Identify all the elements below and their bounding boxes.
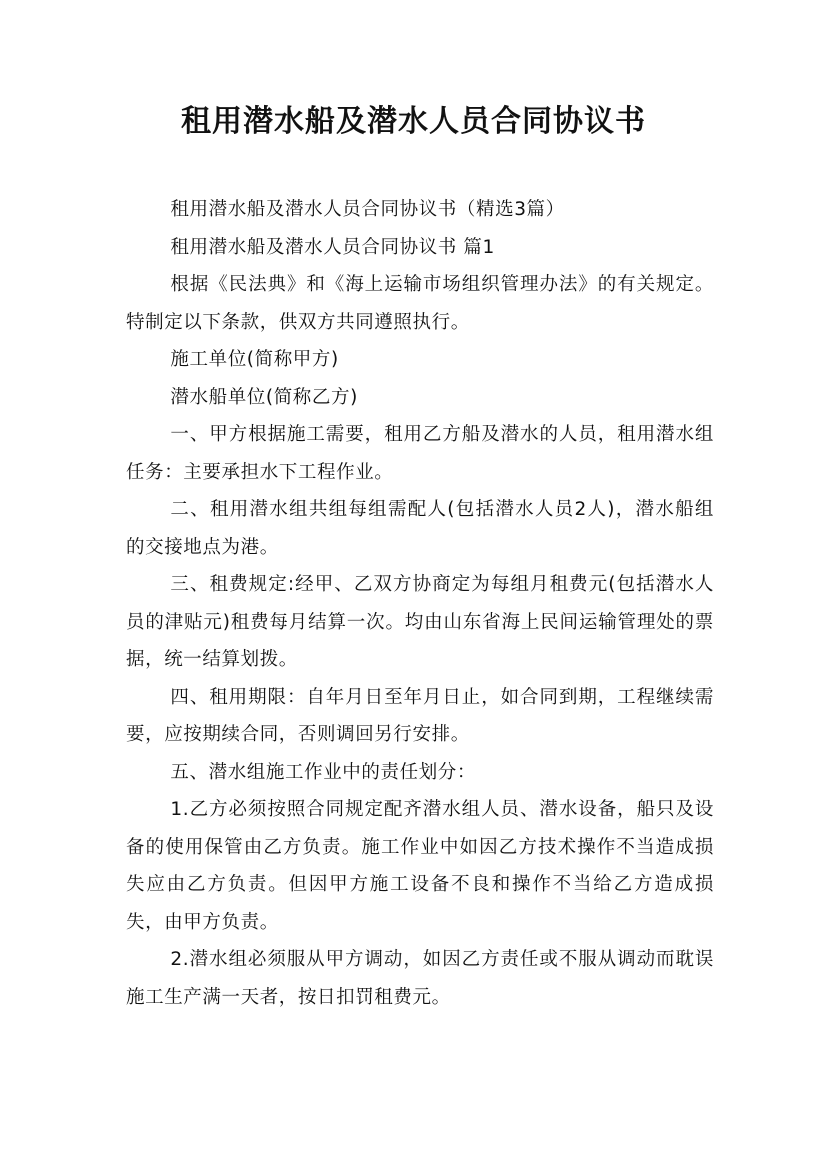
paragraph-intro: 根据《民法典》和《海上运输市场组织管理办法》的有关规定。特制定以下条款，供双方共同遵照执行。 xyxy=(126,274,714,333)
paragraph-clause-1: 一、甲方根据施工需要，租用乙方船及潜水的人员，租用潜水组任务：主要承担水下工程作业。 xyxy=(126,424,714,483)
paragraph-party-b: 潜水船单位(简称乙方) xyxy=(170,386,358,408)
paragraph-clause-5-item-1: 1.乙方必须按照合同规定配齐潜水组人员、潜水设备，船只及设备的使用保管由乙方负责。施工作业中如因乙方技术操作不当造成损失应由乙方负责。但因甲方施工设备不良和操作不当给乙方造成损失，由甲方负责。 xyxy=(126,799,714,933)
paragraph-subtitle: 租用潜水船及潜水人员合同协议书（精选3篇） xyxy=(170,199,565,220)
paragraph-clause-5: 五、潜水组施工作业中的责任划分： xyxy=(170,761,476,783)
paragraph-section-heading: 租用潜水船及潜水人员合同协议书 篇1 xyxy=(170,236,495,258)
paragraph-clause-5-item-2: 2.潜水组必须服从甲方调动，如因乙方责任或不服从调动而耽误施工生产满一天者，按日扣罚租费元。 xyxy=(126,949,714,1008)
paragraph-clause-3: 三、租费规定:经甲、乙双方协商定为每组月租费元(包括潜水人员的津贴元)租费每月结算一次。均由山东省海上民间运输管理处的票据，统一结算划拨。 xyxy=(126,574,714,670)
document-body xyxy=(126,191,714,1016)
paragraph-clause-4: 四、租用期限：自年月日至年月日止，如合同到期，工程继续需要，应按期续合同，否则调回另行安排。 xyxy=(126,686,714,745)
paragraph-clause-2: 二、租用潜水组共组每组需配人(包括潜水人员2人)，潜水船组的交接地点为港。 xyxy=(126,499,714,558)
paragraph-party-a: 施工单位(简称甲方) xyxy=(170,349,339,370)
document-title: 租用潜水船及潜水人员合同协议书 xyxy=(181,104,646,139)
